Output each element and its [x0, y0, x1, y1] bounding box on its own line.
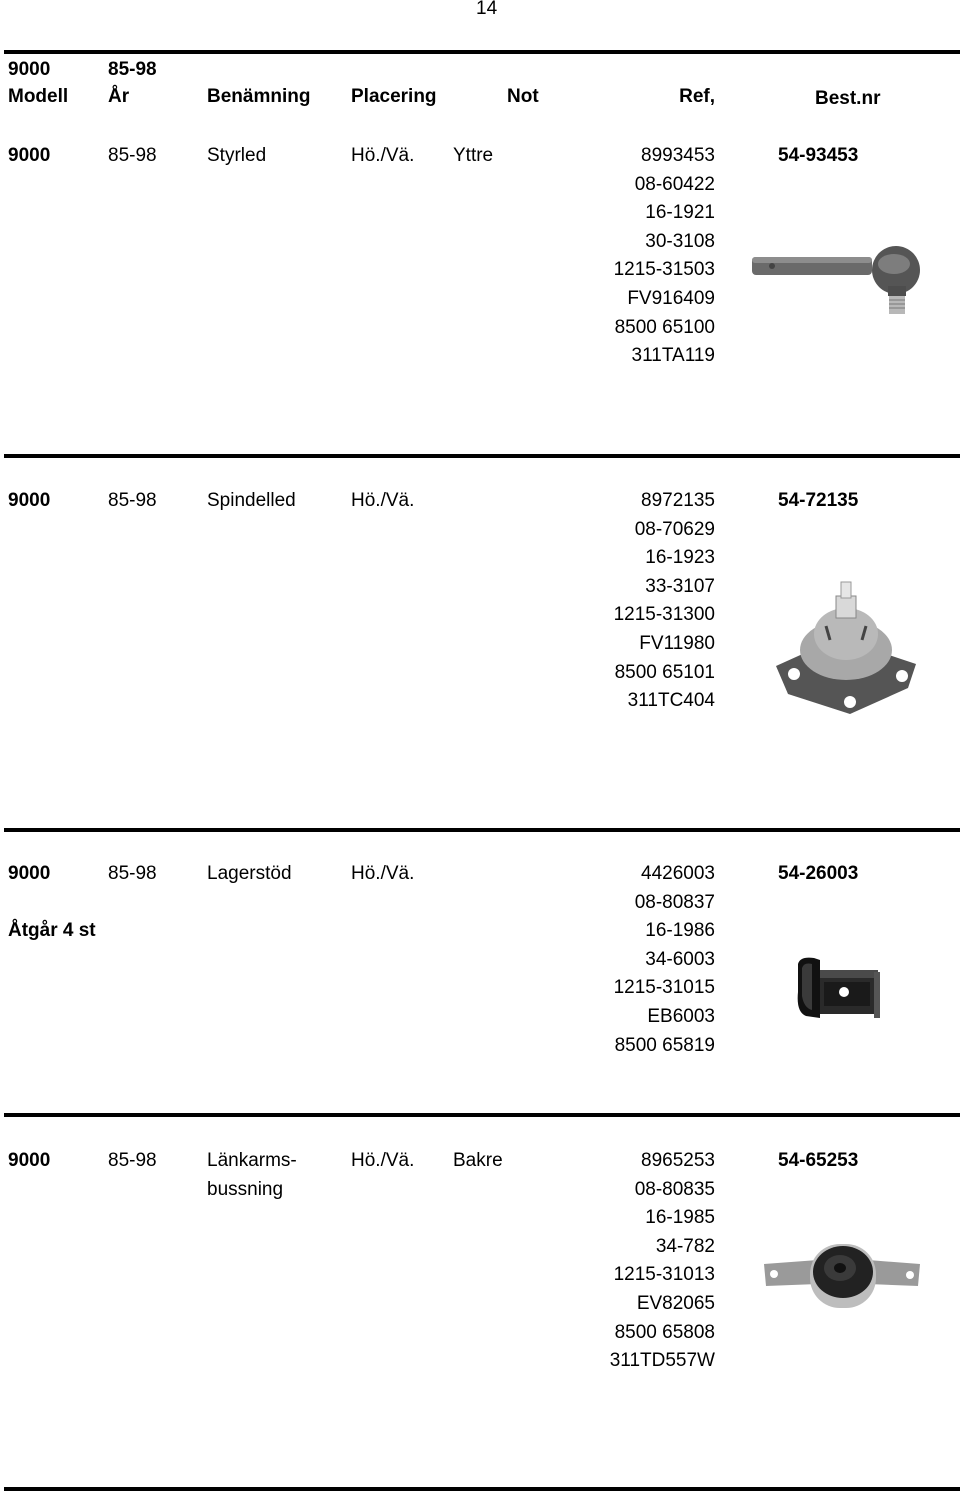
row-model: 9000: [8, 1150, 51, 1171]
ref-number: 1215-31015: [613, 977, 715, 999]
row-model: 9000: [8, 863, 51, 884]
row-placement: Hö./Vä.: [351, 1150, 415, 1171]
ref-number: 16-1921: [645, 202, 715, 224]
ref-number: 311TA119: [631, 345, 715, 367]
row-year: 85-98: [108, 863, 157, 884]
bearing-support-image: [794, 952, 884, 1024]
ref-number: 16-1923: [645, 547, 715, 569]
ref-number: 8993453: [641, 145, 715, 166]
row-placement: Hö./Vä.: [351, 863, 415, 884]
ref-number: 1215-31013: [613, 1264, 715, 1286]
row-separator: [4, 454, 960, 458]
ref-number: 8500 65100: [614, 316, 715, 338]
row-separator: [4, 828, 960, 832]
ref-number: EV82065: [636, 1292, 715, 1314]
header-year: År: [108, 86, 130, 107]
header-model: Modell: [8, 86, 69, 107]
header-bestnr: Best.nr: [815, 88, 881, 109]
header-ref: Ref,: [679, 86, 715, 107]
header-model-top: 9000: [8, 59, 51, 80]
ref-number: 8972135: [641, 490, 715, 511]
ref-number: EB6003: [647, 1005, 715, 1027]
tie-rod-end-image: [748, 240, 923, 320]
row-bestnr: 54-26003: [778, 863, 859, 884]
ref-number: 8965253: [641, 1150, 715, 1171]
ref-number: FV11980: [639, 632, 715, 654]
header-year-top: 85-98: [108, 59, 157, 80]
ref-number: 08-80837: [634, 891, 715, 913]
ball-joint-image: [768, 578, 923, 718]
ref-number: 311TD557W: [609, 1350, 715, 1372]
row-model: 9000: [8, 490, 51, 511]
row-model: 9000: [8, 145, 51, 166]
row-year: 85-98: [108, 1150, 157, 1171]
row-note: Yttre: [453, 145, 494, 166]
row-refs: [560, 487, 715, 716]
row-refs: [560, 142, 715, 371]
row-quantity-note: Åtgår 4 st: [8, 920, 96, 941]
row-bestnr: 54-65253: [778, 1150, 859, 1171]
ref-number: 4426003: [641, 863, 715, 884]
header-placement: Placering: [351, 86, 437, 107]
ref-number: 33-3107: [645, 575, 715, 597]
row-note: Bakre: [453, 1150, 503, 1171]
ref-number: 1215-31300: [613, 604, 715, 626]
row-placement: Hö./Vä.: [351, 490, 415, 511]
header-note: Not: [507, 86, 539, 107]
ref-number: 34-6003: [645, 948, 715, 970]
page-number: 14: [476, 0, 498, 19]
row-name: Länkarms-: [207, 1150, 297, 1171]
ref-number: 16-1986: [645, 920, 715, 942]
row-name: Spindelled: [207, 490, 296, 511]
ref-number: 30-3108: [645, 230, 715, 252]
row-placement: Hö./Vä.: [351, 145, 415, 166]
ref-number: 8500 65101: [614, 661, 715, 683]
row-year: 85-98: [108, 145, 157, 166]
ref-number: 1215-31503: [613, 259, 715, 281]
ref-number: 34-782: [655, 1235, 715, 1257]
bottom-rule: [4, 1487, 960, 1491]
row-year: 85-98: [108, 490, 157, 511]
ref-number: 08-80835: [634, 1178, 715, 1200]
control-arm-bushing-image: [760, 1238, 925, 1314]
row-separator: [4, 1113, 960, 1117]
ref-number: FV916409: [627, 287, 715, 309]
ref-number: 16-1985: [645, 1207, 715, 1229]
header-top-rule: [4, 50, 960, 54]
ref-number: 8500 65808: [614, 1321, 715, 1343]
row-name: Styrled: [207, 145, 267, 166]
row-bestnr: 54-72135: [778, 490, 859, 511]
row-refs: [560, 860, 715, 1060]
row-refs: [560, 1147, 715, 1376]
ref-number: 8500 65819: [614, 1034, 715, 1056]
row-bestnr: 54-93453: [778, 145, 859, 166]
row-name: Lagerstöd: [207, 863, 292, 884]
ref-number: 08-70629: [634, 518, 715, 540]
header-name: Benämning: [207, 86, 311, 107]
ref-number: 311TC404: [627, 690, 715, 712]
row-name-continued: bussning: [207, 1179, 284, 1200]
ref-number: 08-60422: [634, 173, 715, 195]
